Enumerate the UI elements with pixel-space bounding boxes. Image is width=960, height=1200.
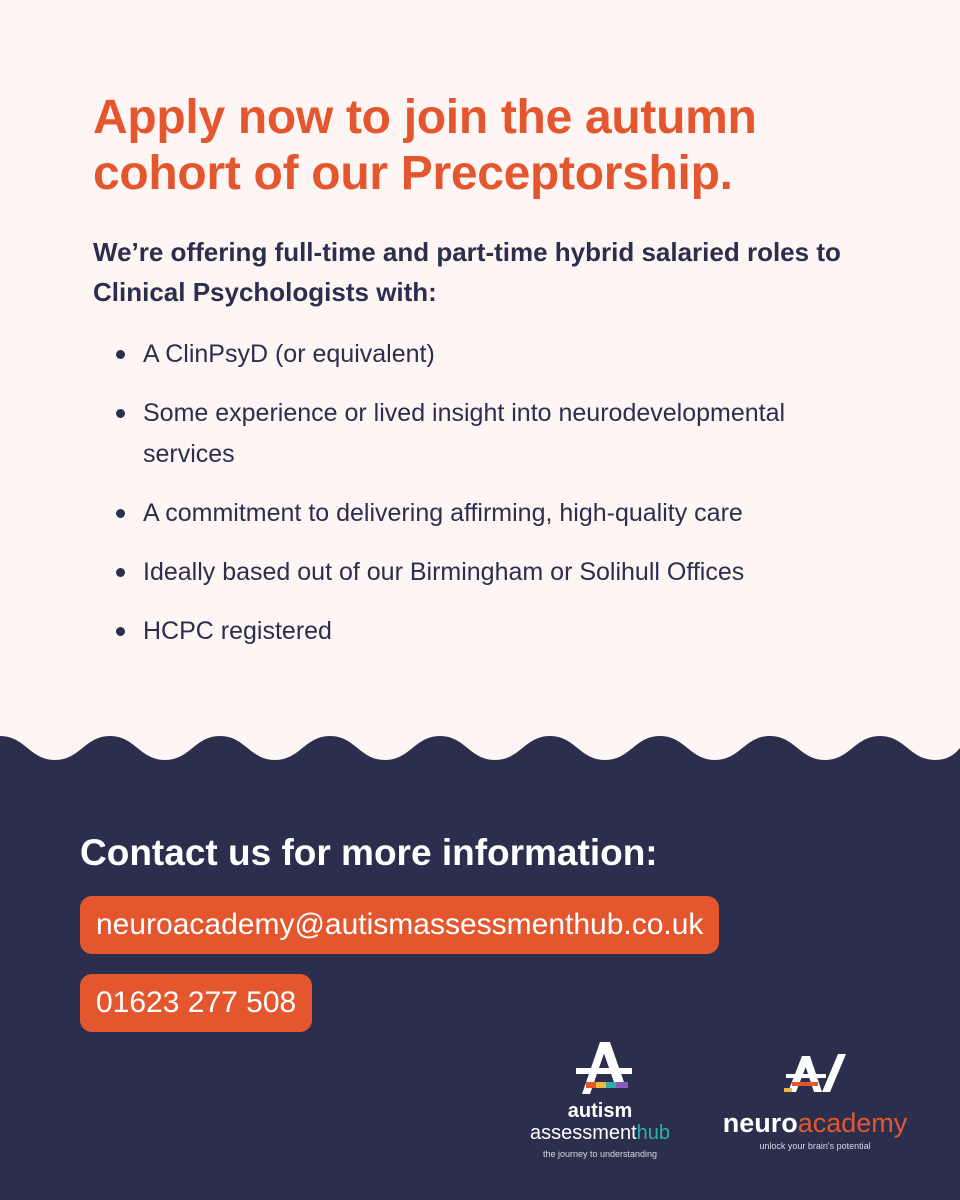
list-item-text: HCPC registered — [143, 617, 332, 645]
autism-hub-mark-icon — [520, 1038, 680, 1100]
intro-text: We’re offering full-time and part-time hybrid salaried roles to Clinical Psychologists with: — [93, 237, 841, 307]
list-item — [116, 334, 876, 375]
bullet-icon — [116, 350, 125, 359]
neuro-academy-tagline: unlock your brain's potential — [759, 1141, 871, 1151]
bullet-icon — [116, 409, 125, 418]
list-item-text: Ideally based out of our Birmingham or Solihull Offices — [143, 558, 745, 586]
list-item-text: A commitment to delivering affirming, high-quality care — [143, 499, 743, 527]
assessment-hub-word — [520, 1122, 680, 1144]
list-item — [116, 611, 876, 652]
bullet-icon — [116, 627, 125, 636]
hub-word: hub — [636, 1122, 671, 1144]
bullet-icon — [116, 568, 125, 577]
neuro-academy-wordmark — [710, 1108, 920, 1138]
list-item-text: A ClinPsyD (or equivalent) — [143, 340, 435, 368]
autism-hub-tagline: the journey to understanding — [542, 1149, 658, 1159]
requirements-list — [116, 334, 876, 670]
phone-button[interactable]: 01623 277 508 — [80, 974, 312, 1032]
list-item — [116, 493, 876, 534]
contact-heading: Contact us for more information: — [80, 832, 658, 873]
bullet-icon — [116, 509, 125, 518]
autism-word: autism — [567, 1100, 633, 1122]
list-item — [116, 552, 876, 593]
list-item-text: Some experience or lived insight into neurodevelopmental services — [143, 399, 786, 468]
neuro-academy-logo — [710, 1052, 920, 1157]
email-button[interactable]: neuroacademy@autismassessmenthub.co.uk — [80, 896, 719, 954]
assessment-word: assessment — [529, 1122, 637, 1144]
list-item — [116, 393, 876, 475]
autism-assessment-hub-logo — [520, 1038, 680, 1163]
page-headline: Apply now to join the autumn cohort of our Preceptorship. — [93, 91, 757, 200]
neuro-academy-mark-icon — [710, 1052, 920, 1108]
academy-word: academy — [797, 1108, 908, 1138]
neuro-word: neuro — [722, 1108, 798, 1138]
